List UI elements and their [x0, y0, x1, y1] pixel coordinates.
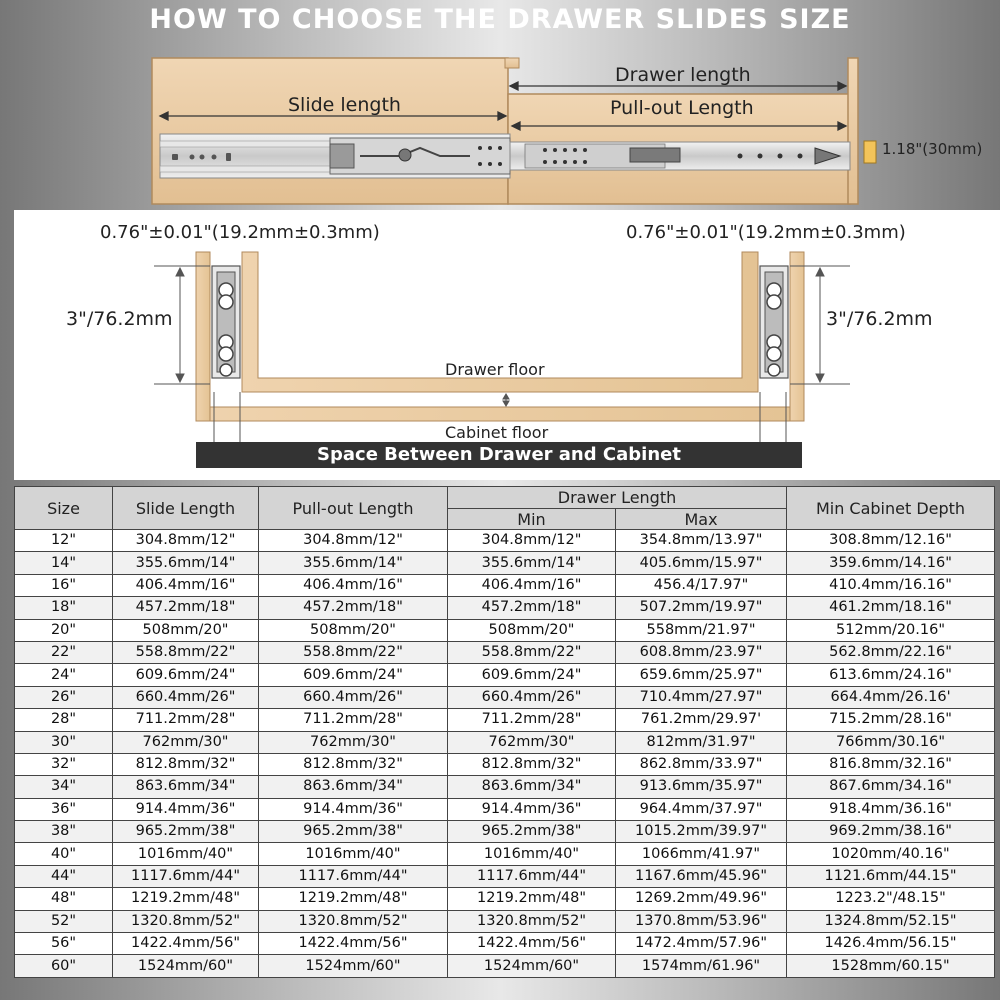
- slide-mechanism: [330, 138, 510, 174]
- size-cell: 48": [15, 888, 113, 910]
- slide-length-cell: 457.2mm/18": [113, 597, 259, 619]
- min-cabinet-depth-cell: 1223.2"/48.15": [787, 888, 995, 910]
- slide-length-cell: 1016mm/40": [113, 843, 259, 865]
- drawer-max-cell: 1370.8mm/53.96": [616, 910, 787, 932]
- drawer-max-cell: 354.8mm/13.97": [616, 530, 787, 552]
- drawer-min-cell: 1219.2mm/48": [448, 888, 616, 910]
- min-cabinet-depth-cell: 969.2mm/38.16": [787, 821, 995, 843]
- drawer-max-cell: 913.6mm/35.97": [616, 776, 787, 798]
- drawer-min-cell: 914.4mm/36": [448, 798, 616, 820]
- min-cabinet-depth-cell: 461.2mm/18.16": [787, 597, 995, 619]
- pullout-length-cell: 1320.8mm/52": [259, 910, 448, 932]
- header-drawer-min: Min: [448, 509, 616, 530]
- drawer-min-cell: 965.2mm/38": [448, 821, 616, 843]
- drawer-max-cell: 1015.2mm/39.97": [616, 821, 787, 843]
- page-title: HOW TO CHOOSE THE DRAWER SLIDES SIZE: [149, 4, 851, 35]
- drawer-max-cell: 1066mm/41.97": [616, 843, 787, 865]
- size-cell: 34": [15, 776, 113, 798]
- slide-length-cell: 304.8mm/12": [113, 530, 259, 552]
- table-row: [15, 955, 995, 977]
- pullout-length-cell: 863.6mm/34": [259, 776, 448, 798]
- pullout-length-label: Pull-out Length: [610, 97, 754, 119]
- drawer-max-cell: 1472.4mm/57.96": [616, 933, 787, 955]
- size-cell: 32": [15, 753, 113, 775]
- slide-length-cell: 762mm/30": [113, 731, 259, 753]
- header-drawer-max: Max: [616, 509, 787, 530]
- table-row: [15, 798, 995, 820]
- header-pullout-length: Pull-out Length: [259, 487, 448, 530]
- drawer-front: [848, 58, 858, 204]
- drawer-max-cell: 558mm/21.97": [616, 619, 787, 641]
- pullout-length-cell: 508mm/20": [259, 619, 448, 641]
- gap-label: 1.18"(30mm): [882, 140, 983, 158]
- min-cabinet-depth-cell: 410.4mm/16.16": [787, 574, 995, 596]
- min-cabinet-depth-cell: 715.2mm/28.16": [787, 709, 995, 731]
- table-row: [15, 709, 995, 731]
- pullout-length-cell: 711.2mm/28": [259, 709, 448, 731]
- right-height-label: 3"/76.2mm: [826, 308, 933, 330]
- min-cabinet-depth-cell: 1528mm/60.15": [787, 955, 995, 977]
- pullout-length-cell: 1219.2mm/48": [259, 888, 448, 910]
- slide-length-cell: 355.6mm/14": [113, 552, 259, 574]
- size-cell: 24": [15, 664, 113, 686]
- cabinet-floor-board: [196, 407, 804, 421]
- table-row: [15, 843, 995, 865]
- drawer-max-cell: 710.4mm/27.97": [616, 686, 787, 708]
- size-cell: 44": [15, 865, 113, 887]
- drawer-max-cell: 405.6mm/15.97": [616, 552, 787, 574]
- drawer-min-cell: 812.8mm/32": [448, 753, 616, 775]
- table-row: [15, 686, 995, 708]
- table-row: [15, 821, 995, 843]
- drawer-min-cell: 1422.4mm/56": [448, 933, 616, 955]
- header-min-cabinet-depth: Min Cabinet Depth: [787, 487, 995, 530]
- pullout-length-cell: 1016mm/40": [259, 843, 448, 865]
- min-cabinet-depth-cell: 1020mm/40.16": [787, 843, 995, 865]
- pullout-length-cell: 965.2mm/38": [259, 821, 448, 843]
- size-table-body: [15, 530, 995, 978]
- table-row: [15, 552, 995, 574]
- drawer-min-cell: 660.4mm/26": [448, 686, 616, 708]
- slide-side-view: [0, 44, 1000, 210]
- pullout-length-cell: 406.4mm/16": [259, 574, 448, 596]
- drawer-max-cell: 659.6mm/25.97": [616, 664, 787, 686]
- pullout-length-cell: 558.8mm/22": [259, 641, 448, 663]
- table-row: [15, 597, 995, 619]
- slide-length-cell: 1320.8mm/52": [113, 910, 259, 932]
- min-cabinet-depth-cell: 613.6mm/24.16": [787, 664, 995, 686]
- drawer-max-cell: 1167.6mm/45.96": [616, 865, 787, 887]
- pullout-length-cell: 1524mm/60": [259, 955, 448, 977]
- drawer-max-cell: 761.2mm/29.97': [616, 709, 787, 731]
- table-row: [15, 664, 995, 686]
- pullout-length-cell: 355.6mm/14": [259, 552, 448, 574]
- drawer-min-cell: 711.2mm/28": [448, 709, 616, 731]
- drawer-min-cell: 304.8mm/12": [448, 530, 616, 552]
- slide-length-cell: 711.2mm/28": [113, 709, 259, 731]
- header-slide-length: Slide Length: [113, 487, 259, 530]
- left-slide-profile: [212, 266, 240, 378]
- size-cell: 16": [15, 574, 113, 596]
- pullout-length-cell: 812.8mm/32": [259, 753, 448, 775]
- drawer-min-cell: 1320.8mm/52": [448, 910, 616, 932]
- min-cabinet-depth-cell: 867.6mm/34.16": [787, 776, 995, 798]
- cabinet-top-edge: [505, 58, 519, 68]
- slide-length-cell: 812.8mm/32": [113, 753, 259, 775]
- slide-length-cell: 406.4mm/16": [113, 574, 259, 596]
- pullout-length-cell: 660.4mm/26": [259, 686, 448, 708]
- cabinet-right-side: [790, 252, 804, 421]
- table-row: [15, 731, 995, 753]
- size-table: [14, 486, 995, 978]
- table-row: [15, 530, 995, 552]
- drawer-max-cell: 964.4mm/37.97": [616, 798, 787, 820]
- min-cabinet-depth-cell: 918.4mm/36.16": [787, 798, 995, 820]
- pullout-length-cell: 1422.4mm/56": [259, 933, 448, 955]
- slide-length-cell: 863.6mm/34": [113, 776, 259, 798]
- size-cell: 36": [15, 798, 113, 820]
- drawer-max-cell: 1269.2mm/49.96": [616, 888, 787, 910]
- drawer-min-cell: 508mm/20": [448, 619, 616, 641]
- size-cell: 38": [15, 821, 113, 843]
- size-cell: 14": [15, 552, 113, 574]
- table-row: [15, 865, 995, 887]
- drawer-length-label: Drawer length: [615, 64, 751, 86]
- drawer-max-cell: 608.8mm/23.97": [616, 641, 787, 663]
- slide-length-cell: 660.4mm/26": [113, 686, 259, 708]
- slide-length-cell: 1422.4mm/56": [113, 933, 259, 955]
- slide-length-cell: 609.6mm/24": [113, 664, 259, 686]
- pullout-length-cell: 609.6mm/24": [259, 664, 448, 686]
- drawer-max-cell: 812mm/31.97": [616, 731, 787, 753]
- slide-length-cell: 914.4mm/36": [113, 798, 259, 820]
- slide-length-cell: 508mm/20": [113, 619, 259, 641]
- min-cabinet-depth-cell: 562.8mm/22.16": [787, 641, 995, 663]
- drawer-min-cell: 355.6mm/14": [448, 552, 616, 574]
- pullout-length-cell: 1117.6mm/44": [259, 865, 448, 887]
- min-cabinet-depth-cell: 1121.6mm/44.15": [787, 865, 995, 887]
- size-cell: 52": [15, 910, 113, 932]
- size-cell: 60": [15, 955, 113, 977]
- min-cabinet-depth-cell: 308.8mm/12.16": [787, 530, 995, 552]
- table-row: [15, 888, 995, 910]
- cross-section-view: [14, 210, 1000, 480]
- min-cabinet-depth-cell: 664.4mm/26.16': [787, 686, 995, 708]
- table-row: [15, 641, 995, 663]
- left-height-label: 3"/76.2mm: [66, 308, 173, 330]
- gap-marker: [864, 141, 876, 163]
- drawer-max-cell: 1574mm/61.96": [616, 955, 787, 977]
- slide-length-label: Slide length: [288, 94, 401, 116]
- table-row: [15, 933, 995, 955]
- size-cell: 30": [15, 731, 113, 753]
- drawer-min-cell: 1117.6mm/44": [448, 865, 616, 887]
- pullout-length-cell: 457.2mm/18": [259, 597, 448, 619]
- table-row: [15, 574, 995, 596]
- size-cell: 20": [15, 619, 113, 641]
- slide-length-cell: 1219.2mm/48": [113, 888, 259, 910]
- drawer-max-cell: 456.4/17.97": [616, 574, 787, 596]
- size-cell: 26": [15, 686, 113, 708]
- min-cabinet-depth-cell: 816.8mm/32.16": [787, 753, 995, 775]
- drawer-min-cell: 609.6mm/24": [448, 664, 616, 686]
- drawer-max-cell: 862.8mm/33.97": [616, 753, 787, 775]
- drawer-max-cell: 507.2mm/19.97": [616, 597, 787, 619]
- min-cabinet-depth-cell: 512mm/20.16": [787, 619, 995, 641]
- drawer-min-cell: 863.6mm/34": [448, 776, 616, 798]
- drawer-min-cell: 457.2mm/18": [448, 597, 616, 619]
- drawer-min-cell: 762mm/30": [448, 731, 616, 753]
- size-cell: 18": [15, 597, 113, 619]
- banner-text: Space Between Drawer and Cabinet: [317, 444, 681, 465]
- header-drawer-length: Drawer Length: [448, 487, 787, 509]
- drawer-min-cell: 1016mm/40": [448, 843, 616, 865]
- min-cabinet-depth-cell: 766mm/30.16": [787, 731, 995, 753]
- size-cell: 28": [15, 709, 113, 731]
- pullout-length-cell: 762mm/30": [259, 731, 448, 753]
- cabinet-side-panel: [152, 58, 508, 204]
- table-row: [15, 619, 995, 641]
- size-table-container: [14, 486, 994, 978]
- cabinet-floor-label: Cabinet floor: [445, 423, 549, 442]
- right-clearance-label: 0.76"±0.01"(19.2mm±0.3mm): [626, 222, 906, 243]
- slide-length-cell: 1117.6mm/44": [113, 865, 259, 887]
- drawer-min-cell: 558.8mm/22": [448, 641, 616, 663]
- table-row: [15, 753, 995, 775]
- slide-length-cell: 965.2mm/38": [113, 821, 259, 843]
- cabinet-left-side: [196, 252, 210, 421]
- min-cabinet-depth-cell: 359.6mm/14.16": [787, 552, 995, 574]
- right-slide-profile: [760, 266, 788, 378]
- size-cell: 40": [15, 843, 113, 865]
- slide-length-cell: 558.8mm/22": [113, 641, 259, 663]
- header-size: Size: [15, 487, 113, 530]
- min-cabinet-depth-cell: 1324.8mm/52.15": [787, 910, 995, 932]
- left-clearance-label: 0.76"±0.01"(19.2mm±0.3mm): [100, 222, 380, 243]
- slide-side-view-drawing: [0, 44, 1000, 210]
- pullout-length-cell: 914.4mm/36": [259, 798, 448, 820]
- slide-length-cell: 1524mm/60": [113, 955, 259, 977]
- drawer-min-cell: 1524mm/60": [448, 955, 616, 977]
- table-row: [15, 776, 995, 798]
- size-cell: 56": [15, 933, 113, 955]
- size-cell: 22": [15, 641, 113, 663]
- pullout-length-cell: 304.8mm/12": [259, 530, 448, 552]
- drawer-min-cell: 406.4mm/16": [448, 574, 616, 596]
- size-cell: 12": [15, 530, 113, 552]
- min-cabinet-depth-cell: 1426.4mm/56.15": [787, 933, 995, 955]
- table-row: [15, 910, 995, 932]
- drawer-floor-label: Drawer floor: [445, 360, 545, 379]
